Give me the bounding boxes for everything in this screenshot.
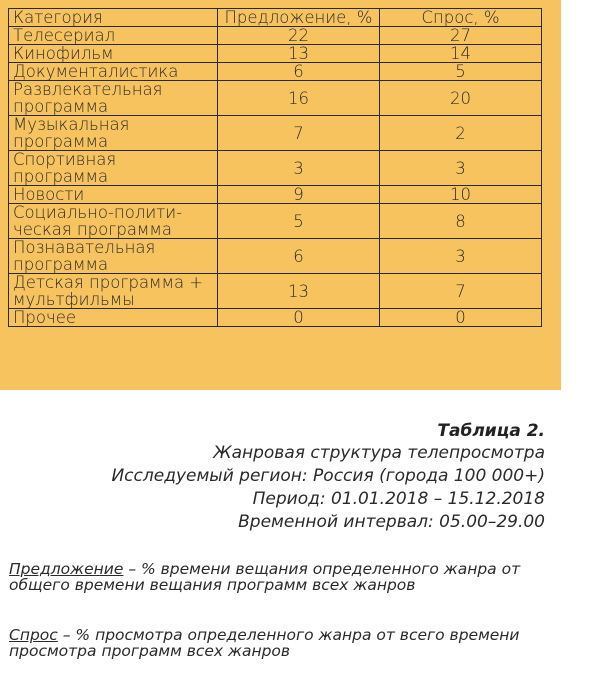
note-term: Предложение (9, 560, 124, 578)
row-category: Развлекательная программа (9, 81, 218, 116)
row-supply: 6 (218, 239, 380, 274)
row-category: Музыкальная программа (9, 116, 218, 151)
row-supply: 9 (218, 186, 380, 204)
table-row (9, 274, 542, 309)
table-row (9, 204, 542, 239)
row-category: Социально-полити-ческая программа (9, 204, 218, 239)
row-category: Телесериал (9, 27, 218, 45)
table-row (9, 309, 542, 327)
row-demand: 0 (380, 309, 542, 327)
row-category: Спортивная программа (9, 151, 218, 186)
table-row (9, 45, 542, 63)
row-demand: 10 (380, 186, 542, 204)
row-supply: 13 (218, 274, 380, 309)
row-demand: 3 (380, 239, 542, 274)
row-category: Кинофильм (9, 45, 218, 63)
table-row (9, 116, 542, 151)
caption-subject: Жанровая структура телепросмотра (213, 443, 545, 463)
table-row (9, 239, 542, 274)
row-demand: 8 (380, 204, 542, 239)
row-category: Детская программа + мультфильмы (9, 274, 218, 309)
row-supply: 13 (218, 45, 380, 63)
row-category: Новости (9, 186, 218, 204)
caption-period: Период: 01.01.2018 – 15.12.2018 (252, 489, 545, 509)
row-demand: 2 (380, 116, 542, 151)
table-row (9, 81, 542, 116)
table-row (9, 186, 542, 204)
row-category: Познавательная программа (9, 239, 218, 274)
row-supply: 5 (218, 204, 380, 239)
table-caption (111, 420, 545, 534)
row-supply: 3 (218, 151, 380, 186)
caption-region: Исследуемый регион: Россия (города 100 000+) (111, 466, 545, 486)
row-demand: 5 (380, 63, 542, 81)
note-text: – % времени вещания определенного жанра от общего времени вещания программ всех жанров (9, 560, 521, 594)
row-supply: 6 (218, 63, 380, 81)
row-category: Документалистика (9, 63, 218, 81)
table-row (9, 27, 542, 45)
table-row (9, 151, 542, 186)
table-row (9, 63, 542, 81)
row-supply: 7 (218, 116, 380, 151)
row-category: Прочее (9, 309, 218, 327)
table-header-row (9, 9, 542, 27)
row-supply: 0 (218, 309, 380, 327)
genre-table (8, 8, 542, 327)
note-term: Спрос (9, 626, 58, 644)
note-demand (9, 627, 569, 659)
header-supply: Предложение, % (218, 9, 380, 27)
note-text: – % просмотра определенного жанра от всего времени просмотра программ всех жанров (9, 626, 520, 660)
row-supply: 16 (218, 81, 380, 116)
row-supply: 22 (218, 27, 380, 45)
caption-interval: Временной интервал: 05.00–29.00 (238, 512, 545, 532)
row-demand: 14 (380, 45, 542, 63)
header-demand: Спрос, % (380, 9, 542, 27)
note-supply (9, 561, 569, 593)
header-category: Категория (9, 9, 218, 27)
caption-title: Таблица 2. (437, 421, 545, 441)
row-demand: 3 (380, 151, 542, 186)
row-demand: 7 (380, 274, 542, 309)
row-demand: 20 (380, 81, 542, 116)
row-demand: 27 (380, 27, 542, 45)
